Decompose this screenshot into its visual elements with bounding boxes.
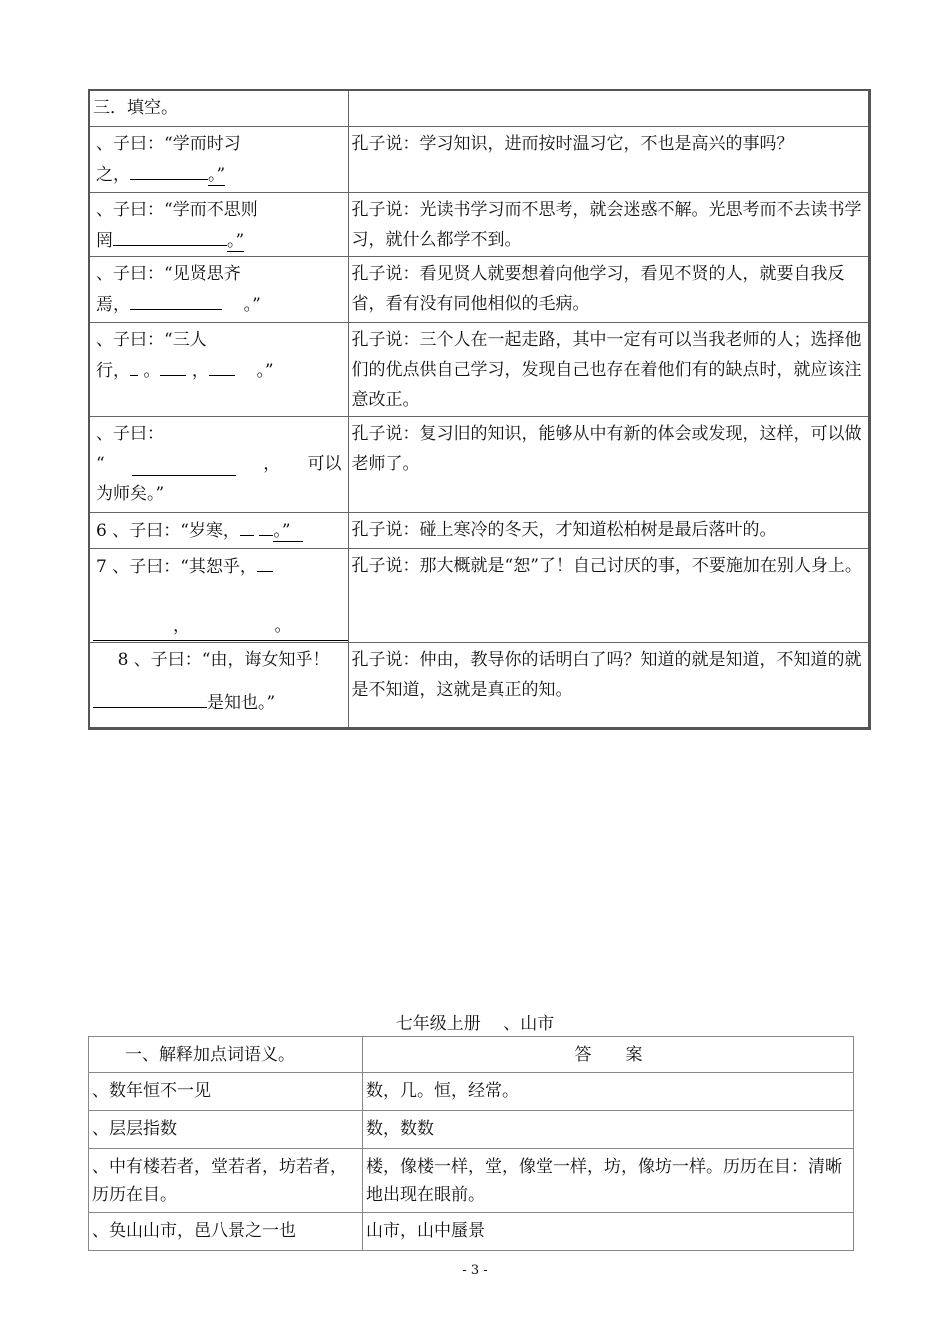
question-text: 8 、子曰：“由，诲女知乎！	[117, 649, 330, 670]
table-header-row	[89, 1037, 854, 1073]
word-cell: 、奂山山市，邑八景之一也	[89, 1213, 363, 1251]
translation-cell: 孔子说：学习知识，进而按时温习它，不也是高兴的事吗？	[348, 126, 869, 192]
section-title: 七年级上册 、山市	[395, 1014, 555, 1034]
table-row	[89, 512, 869, 548]
question-line: 是知也。”	[93, 687, 346, 718]
answer-blank[interactable]	[160, 355, 186, 376]
question-text: 、子曰：“见贤思齐	[96, 263, 241, 284]
page-number: - 3 -	[462, 1263, 488, 1278]
question-text: 、子曰：“三人	[96, 329, 207, 350]
question-text: 为师矣。”	[96, 483, 165, 504]
question-line: 焉， 。”	[96, 289, 346, 320]
answer-blank[interactable]	[209, 355, 235, 376]
answer-blank[interactable]	[113, 225, 227, 246]
answer-blank[interactable]	[257, 551, 273, 572]
word-cell: 、层层指数	[89, 1111, 363, 1149]
header-right: 答 案	[363, 1037, 854, 1073]
question-text: 、子曰：“学而时习	[96, 133, 241, 154]
table-row	[89, 416, 869, 512]
header-right	[348, 90, 869, 126]
translation-cell: 孔子说：仲由，教导你的话明白了吗？知道的就是知道，不知道的就是不知道，这就是真正的知。	[348, 642, 869, 728]
answer-blank[interactable]	[130, 289, 222, 310]
table-row	[89, 1073, 854, 1111]
question-cell	[89, 256, 348, 322]
question-cell	[89, 512, 348, 548]
table-row	[89, 548, 869, 642]
vocabulary-table	[88, 1036, 854, 1251]
word-cell: 、数年恒不一见	[89, 1073, 363, 1111]
question-cell	[89, 548, 348, 642]
header-left: 三．填空。	[89, 90, 348, 126]
table-row	[89, 642, 869, 728]
table-row	[89, 1111, 854, 1149]
translation-cell: 孔子说：看见贤人就要想着向他学习，看见不贤的人，就要自我反省，看有没有同他相似的毛病。	[348, 256, 869, 322]
answer-cell: 数，几。恒，经常。	[363, 1073, 854, 1111]
table-row	[89, 256, 869, 322]
question-cell	[89, 416, 348, 512]
question-line: 行， 。 ， 。”	[96, 355, 346, 386]
question-line: ， 。	[93, 612, 348, 641]
answer-blank[interactable]	[93, 687, 207, 708]
answer-blank[interactable]	[259, 515, 273, 536]
table-header-row	[89, 90, 869, 126]
question-line: 之， 。”	[96, 159, 346, 190]
word-cell: 、中有楼若者，堂若者，坊若者，历历在目。	[89, 1149, 363, 1213]
translation-cell: 孔子说：复习旧的知识，能够从中有新的体会或发现，这样，可以做老师了。	[348, 416, 869, 512]
translation-cell: 孔子说：那大概就是“恕”了！自己讨厌的事，不要施加在别人身上。	[348, 548, 869, 642]
question-cell	[89, 322, 348, 416]
answer-cell: 数，数数	[363, 1111, 854, 1149]
fill-in-table	[88, 89, 871, 730]
question-line: “ ， 可以	[96, 453, 342, 474]
translation-cell: 孔子说：光读书学习而不思考，就会迷惑不解。光思考而不去读书学习，就什么都学不到。	[348, 192, 869, 256]
answer-cell: 楼，像楼一样，堂，像堂一样，坊，像坊一样。历历在目：清晰地出现在眼前。	[363, 1149, 854, 1213]
table-row	[89, 322, 869, 416]
answer-blank[interactable]	[240, 515, 254, 536]
answer-blank[interactable]	[130, 159, 208, 180]
question-line: 罔 。”	[96, 225, 346, 256]
table-row	[89, 1149, 854, 1213]
table-row	[89, 192, 869, 256]
question-text: 、子曰：“学而不思则	[96, 199, 258, 220]
question-line: 6 、子曰：“岁寒， 。”	[96, 515, 346, 546]
translation-cell: 孔子说：三个人在一起走路，其中一定有可以当我老师的人；选择他们的优点供自己学习，发现自己也存在着他们有的缺点时，就应该注意改正。	[348, 322, 869, 416]
question-cell	[89, 126, 348, 192]
table-row	[89, 1213, 854, 1251]
question-cell	[89, 642, 348, 728]
question-cell	[89, 192, 348, 256]
question-text: 、子曰：	[96, 423, 164, 444]
table-row	[89, 126, 869, 192]
header-left: 一、解释加点词语义。	[89, 1037, 363, 1073]
translation-cell: 孔子说：碰上寒冷的冬天，才知道松柏树是最后落叶的。	[348, 512, 869, 548]
question-line: 7 、子曰：“其恕乎，	[96, 551, 346, 582]
answer-cell: 山市，山中蜃景	[363, 1213, 854, 1251]
answer-blank[interactable]	[130, 355, 138, 376]
answer-blank[interactable]	[132, 455, 236, 476]
